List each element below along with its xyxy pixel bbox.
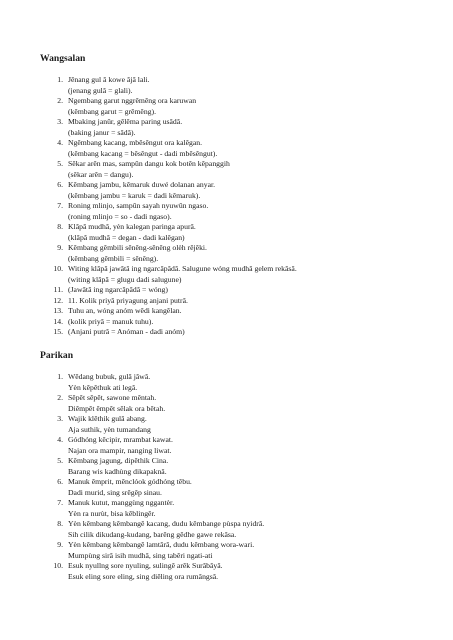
list-item-row [40,296,440,307]
list-item [40,138,440,159]
list-item-row [40,138,440,149]
list-item [40,477,440,498]
item-text: Manuk êmprit, mênclóok gódhóng têbu. [68,477,192,486]
wangsalan-list [40,75,440,338]
list-item [40,75,440,96]
item-text: Ngembang garut nggrêmêng ora karuwan [68,96,197,105]
list-item-row [40,201,440,212]
list-item [40,117,440,138]
list-item-row [40,456,440,467]
item-number: 5. [57,159,63,168]
item-text: 11. Kolik priyâ priyagung anjani putrâ. [68,295,188,305]
list-item-row [40,159,440,170]
item-text: Dadi murid, sing srêgêp sinau. [68,487,162,497]
item-text: (kêmbang jambu = karuk = dadi kêmaruk). [68,190,201,200]
item-text: (kêmbang garut = grêmêng). [68,106,157,116]
item-number: 1. [57,75,63,84]
list-item-row [40,467,440,478]
item-number: 7. [57,498,63,507]
item-text: Yèn kêmbang kêmbangê kacang, dudu kêmbange pùspa nyidrâ. [68,519,265,528]
item-number: 15. [53,327,63,336]
list-item-row [40,530,440,541]
list-item-row [40,519,440,530]
list-item-row [40,393,440,404]
item-text: Wajik klêthik gulâ abang. [68,414,147,423]
list-item-row [40,306,440,317]
item-text: (kolik priyâ = manuk tuhu). [68,316,154,326]
item-number: 1. [57,372,63,381]
section-title-parikan: Parikan [40,350,74,361]
list-item [40,456,440,477]
item-number: 14. [53,316,63,326]
item-text: Gódhóng kêcipir, mrambat kawat. [68,435,173,444]
item-number: 6. [57,477,63,486]
list-item-row [40,561,440,572]
item-text: Yèn kêmbang kêmbangê lamtârâ, dudu kêmbang wora-wari. [68,540,255,549]
list-item-row [40,404,440,415]
item-text: Diêmpêt êmpêt sêlak ora bêtah. [68,403,166,413]
list-item [40,96,440,117]
item-number: 7. [57,201,63,210]
list-item-row [40,435,440,446]
list-item-row [40,170,440,181]
item-number: 3. [57,117,63,126]
item-text: Ngêmbang kacang, mbêsêngut ora kalêgan. [68,138,203,147]
item-text: Witing klâpâ jawâtâ ing ngarcâpâdâ. Salugune wóng mudhâ gelem rekâsâ. [68,264,297,273]
item-text: Yèn kêpêthuk ati legâ. [68,382,138,392]
item-number: 2. [57,393,63,402]
list-item-row [40,86,440,97]
item-text: (baking janur = sâdâ). [68,127,136,137]
list-item [40,159,440,180]
item-number: 6. [57,180,63,189]
list-item-row [40,96,440,107]
list-item-row [40,212,440,223]
list-item-row [40,446,440,457]
list-item [40,372,440,393]
parikan-list [40,372,440,582]
item-text: (witing klâpâ = glugu dadi salugune) [68,274,182,284]
list-item [40,180,440,201]
item-text: Kêmbang jambu, kêmaruk duwé dolanan anyar. [68,180,216,189]
list-item-row [40,383,440,394]
list-item [40,540,440,561]
list-item-row [40,509,440,520]
item-number: 4. [57,435,63,444]
item-text: (Anjani putrâ = Anóman - dadi anóm) [68,327,185,336]
item-number: 5. [57,456,63,465]
item-text: Mumpùng sirâ isih mudhâ, sing tabêri ngati-ati [68,550,213,560]
list-item-row [40,107,440,118]
list-item-row [40,117,440,128]
item-text: Roning mlinjo, sampûn sayah nyuwûn ngaso. [68,201,209,210]
item-number: 8. [57,222,63,231]
list-item [40,201,440,222]
item-text: Najan ora mampir, nanging liwat. [68,445,172,455]
list-item [40,498,440,519]
list-item [40,327,440,338]
item-text: Barang wis kadhùng dikapaknâ. [68,466,167,476]
list-item-row [40,317,440,328]
item-text: (kêmbang kacang = bêsêngut - dadi mbêsêngut). [68,148,218,158]
list-item-row [40,254,440,265]
list-item-row [40,414,440,425]
list-item [40,222,440,243]
item-text: (sêkar arên = dangu). [68,169,134,179]
list-item-row [40,572,440,583]
list-item [40,306,440,317]
item-number: 12. [53,295,63,305]
list-item [40,317,440,328]
item-text: (klâpâ mudhâ = degan - dadi kalêgan) [68,232,185,242]
list-item-row [40,372,440,383]
item-text: Mbaking janûr, gêlêma paring usâdâ. [68,117,183,126]
list-item-row [40,327,440,338]
list-item [40,296,440,307]
list-item-row [40,477,440,488]
item-text: (roning mlinjo = so - dadi ngaso). [68,211,172,221]
list-item-row [40,191,440,202]
list-item-row [40,149,440,160]
list-item [40,414,440,435]
item-text: Wêdang bubuk, gulâ jâwâ. [68,372,151,381]
item-text: (jenang gulâ = glali). [68,85,133,95]
list-item [40,435,440,456]
list-item-row [40,488,440,499]
item-text: Sih cilik dikudang-kudang, barêng gêdhe gawe rekâsa. [68,529,237,539]
item-text: Tuhu an, wóng anóm wêdi kangêlan. [68,306,182,315]
item-number: 10. [53,264,63,273]
item-text: Kêmbang jagung, dipêthik Cina. [68,456,169,465]
list-item-row [40,128,440,139]
list-item [40,393,440,414]
item-number: 4. [57,138,63,147]
item-text: Sêpêt sêpêt, sawone mêntah. [68,393,157,402]
item-text: (kêmbang gêmbili = sênêng). [68,253,159,263]
item-text: Klâpâ mudhâ, yèn kalegan paringa apurâ. [68,222,196,231]
item-text: Yèn ra nurùt, bisa kêblingêr. [68,508,156,518]
item-text: Esuk nyullng sore nyuling, sulingê arêk Surâbâyâ. [68,561,223,570]
item-number: 8. [57,519,63,528]
item-text: Jênang gul â kowe âjâ lali. [68,75,150,84]
list-item [40,243,440,264]
list-item-row [40,180,440,191]
list-item-row [40,425,440,436]
item-number: 2. [57,96,63,105]
list-item-row [40,498,440,509]
section-title-wangsalan: Wangsalan [40,53,86,64]
item-number: 10. [53,561,63,570]
item-text: Manuk kutut, manggùng nggantèr. [68,498,175,507]
item-text: (Jawâtâ ing ngarcâpâdâ = wóng) [68,285,168,294]
list-item-row [40,222,440,233]
list-item [40,285,440,296]
item-text: Esuk eling sore eling, sing diêling ora rumângsâ. [68,571,219,581]
item-text: Aja suthik, yèn tumandang [68,424,151,434]
list-item-row [40,233,440,244]
item-number: 3. [57,414,63,423]
list-item [40,519,440,540]
item-number: 9. [57,540,63,549]
item-number: 9. [57,243,63,252]
item-number: 13. [53,306,63,315]
list-item-row [40,264,440,275]
list-item-row [40,285,440,296]
item-text: Sêkar arên mas, sampûn dangu kok botên kêpanggih [68,159,230,168]
list-item-row [40,540,440,551]
list-item-row [40,75,440,86]
list-item-row [40,275,440,286]
list-item [40,264,440,285]
list-item-row [40,551,440,562]
item-number: 11. [53,285,63,294]
item-text: Kêmbang gêmbili sênêng-sênêng olèh rêjêki. [68,243,207,252]
list-item [40,561,440,582]
list-item-row [40,243,440,254]
